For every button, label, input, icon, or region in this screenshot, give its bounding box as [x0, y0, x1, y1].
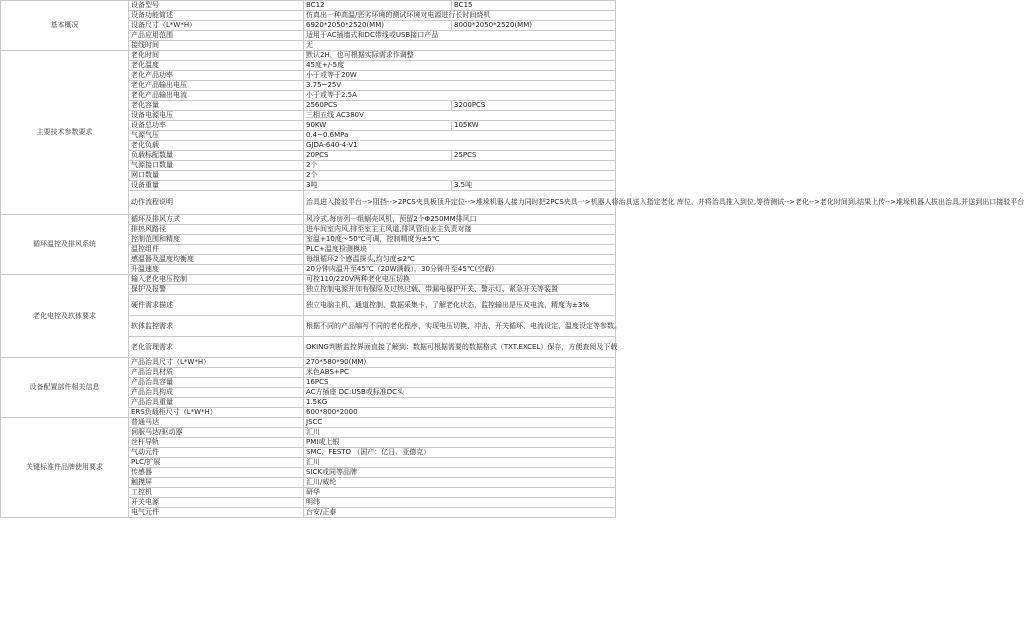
spec-row — [1, 51, 616, 61]
section-title: 关键标准件品牌使用要求 — [1, 418, 129, 518]
row-value: BC12 — [304, 1, 452, 11]
row-label: 触摸屏 — [129, 478, 304, 488]
row-label: 丝杆导轨 — [129, 438, 304, 448]
row-value: 适用于AC插墙式和DC带线或USB接口产品 — [304, 31, 616, 41]
row-value: 独立控制电源并加有保险及过热过载、带漏电保护开关、警示灯、紧急开关等装置 — [304, 285, 616, 295]
row-value: 三相五线 AC380V — [304, 111, 616, 121]
row-label: 产品治具构成 — [129, 388, 304, 398]
row-value: 0.4~0.6MPa — [304, 131, 616, 141]
section-title: 主要技术参数要求 — [1, 51, 129, 215]
row-value: 600*800*2000 — [304, 408, 616, 418]
row-value: 6920*2050*2520(MM) — [304, 21, 452, 31]
row-label: 设备尺寸（L*W*H） — [129, 21, 304, 31]
row-label: 气源接口数量 — [129, 161, 304, 171]
row-label: 设备重量 — [129, 181, 304, 191]
row-value: 米色ABS+PC — [304, 368, 616, 378]
row-value: 3.75~25V — [304, 81, 616, 91]
row-label: 负载标配数量 — [129, 151, 304, 161]
row-label: 老化时间 — [129, 51, 304, 61]
row-label: 电气元件 — [129, 508, 304, 518]
row-label: 产品治具材质 — [129, 368, 304, 378]
row-label: 老化容量 — [129, 101, 304, 111]
row-value: 汇川 — [304, 458, 616, 468]
row-value: PLC+温度检测模块 — [304, 245, 616, 255]
row-value: JSCC — [304, 418, 616, 428]
row-label: 感温器及温度均衡度 — [129, 255, 304, 265]
row-label: 老化产品输出电压 — [129, 81, 304, 91]
row-label: 工控机 — [129, 488, 304, 498]
row-label: ERS负载柜尺寸（L*W*H） — [129, 408, 304, 418]
row-label: 控制范围和精度 — [129, 235, 304, 245]
row-label: 开关电源 — [129, 498, 304, 508]
spec-row — [1, 215, 616, 225]
row-value: 2560PCS — [304, 101, 452, 111]
row-label: 设备电源电压 — [129, 111, 304, 121]
row-label: 设备总功率 — [129, 121, 304, 131]
row-label: 循环及排风方式 — [129, 215, 304, 225]
spec-row — [1, 1, 616, 11]
row-value: 25PCS — [452, 151, 616, 161]
row-value: 3吨 — [304, 181, 452, 191]
row-value: BC15 — [452, 1, 616, 11]
row-value: 45度+/-5度 — [304, 61, 616, 71]
row-label: 硬件需求描述 — [129, 295, 304, 316]
row-value: 治具进入接驳平台-->阻挡-->2PCS夹具板顶升定位-->堆垛机器人接力同时把2PCS夹具一>机器人将治具送入指定老化 库位，并将治具推入到位,等待测试-->老化-->老化时间到,结果上传-->堆垛机器人拔出治具,并送到出口接驳平台 — [304, 191, 616, 215]
row-label: 气动元件 — [129, 448, 304, 458]
row-value: 20PCS — [304, 151, 452, 161]
row-label: 设备功能简述 — [129, 11, 304, 21]
row-label: 网口数量 — [129, 171, 304, 181]
section-title: 设备配置部件相关信息 — [1, 358, 129, 418]
row-label: PLC/扩展 — [129, 458, 304, 468]
row-value: 105KW — [452, 121, 616, 131]
row-label: 老化管理需求 — [129, 337, 304, 358]
row-label: 产品治具尺寸（L*W*H） — [129, 358, 304, 368]
row-label: 普通马达 — [129, 418, 304, 428]
row-value: 研华 — [304, 488, 616, 498]
row-value: 20分钟内温升至45℃（20W满载），30分钟升至45℃(空载) — [304, 265, 616, 275]
row-value: 2个 — [304, 171, 616, 181]
row-value: 可控110/220V两种老化电压切换 — [304, 275, 616, 285]
row-value: 1.5KG — [304, 398, 616, 408]
row-value: GJDA-640-4-V1 — [304, 141, 616, 151]
row-value: 2个 — [304, 161, 616, 171]
row-label: 老化产品功率 — [129, 71, 304, 81]
row-label: 温控组件 — [129, 245, 304, 255]
spec-row — [1, 275, 616, 285]
row-value: 风冷式,每房列一组蜗壳风机，预留2个Φ250MM排风口 — [304, 215, 616, 225]
row-value: 8000*2050*2520(MM) — [452, 21, 616, 31]
section-title: 循环温控及排风系统 — [1, 215, 129, 275]
row-value: 每组循环2个感温探头,均匀度≤2℃ — [304, 255, 616, 265]
row-value: 16PCS — [304, 378, 616, 388]
spec-table-body — [1, 1, 1024, 518]
row-label: 软体监控需求 — [129, 316, 304, 337]
row-value: 仿真出一种高温/恶劣环境的测试环境对电源进行长时间烧机 — [304, 11, 616, 21]
row-value: PMI或上银 — [304, 438, 616, 448]
row-label: 保护及报警 — [129, 285, 304, 295]
row-value: 小于或等于20W — [304, 71, 616, 81]
row-value: 汇川/威纶 — [304, 478, 616, 488]
row-label: 老化产品输出电流 — [129, 91, 304, 101]
row-value: 根据不同的产品编写不同的老化程序，实现电压切换、冲击、开关循环、电流设定、温度设定等参数。 — [304, 316, 616, 337]
row-label: 产品应用范围 — [129, 31, 304, 41]
row-label: 接线时间 — [129, 41, 304, 51]
spec-row — [1, 418, 616, 428]
row-label: 动作流程说明 — [129, 191, 304, 215]
row-value: 进车间室内风,排至室主主风道,排风管由业主负责对接 — [304, 225, 616, 235]
row-value: 汇川 — [304, 428, 616, 438]
row-value: 270*580*90(MM) — [304, 358, 616, 368]
row-label: 排热风路径 — [129, 225, 304, 235]
row-label: 伺服马达/驱动器 — [129, 428, 304, 438]
row-value: SMC、FESTO （国产：亿日、亚德克） — [304, 448, 616, 458]
row-value: 3.5吨 — [452, 181, 616, 191]
row-value: 明纬 — [304, 498, 616, 508]
row-label: 设备型号 — [129, 1, 304, 11]
section-title: 老化电控及软体要求 — [1, 275, 129, 358]
row-value: 台安/正泰 — [304, 508, 616, 518]
row-label: 输入老化电压控制 — [129, 275, 304, 285]
spec-row — [1, 358, 616, 368]
section-title: 基本概况 — [1, 1, 129, 51]
row-value: OKING判断监控界面直接了解到：数据可根据需要的数据格式（TXT.EXCEL）保存，方便查阅及下载 — [304, 337, 616, 358]
row-value: 90KW — [304, 121, 452, 131]
row-label: 传感器 — [129, 468, 304, 478]
row-label: 气源气压 — [129, 131, 304, 141]
row-label: 老化负载 — [129, 141, 304, 151]
row-label: 老化温度 — [129, 61, 304, 71]
row-label: 产品治具容量 — [129, 378, 304, 388]
row-value: SICK或同等品牌 — [304, 468, 616, 478]
row-value: 独立电脑主机、通道控制、数据采集卡、了解老化状态，监控输出是压及电流，精度为±3% — [304, 295, 616, 316]
row-value: 无 — [304, 41, 616, 51]
row-value: 3200PCS — [452, 101, 616, 111]
row-value: AC方插座 DC:USB或标准DC头 — [304, 388, 616, 398]
row-value: 室温+10度～50℃可调，控制精度为±5℃ — [304, 235, 616, 245]
row-value: 默认2H，也可根据实际需求作调整 — [304, 51, 616, 61]
row-value: 小于或等于2.5A — [304, 91, 616, 101]
row-label: 升温速度 — [129, 265, 304, 275]
row-label: 产品治具重量 — [129, 398, 304, 408]
